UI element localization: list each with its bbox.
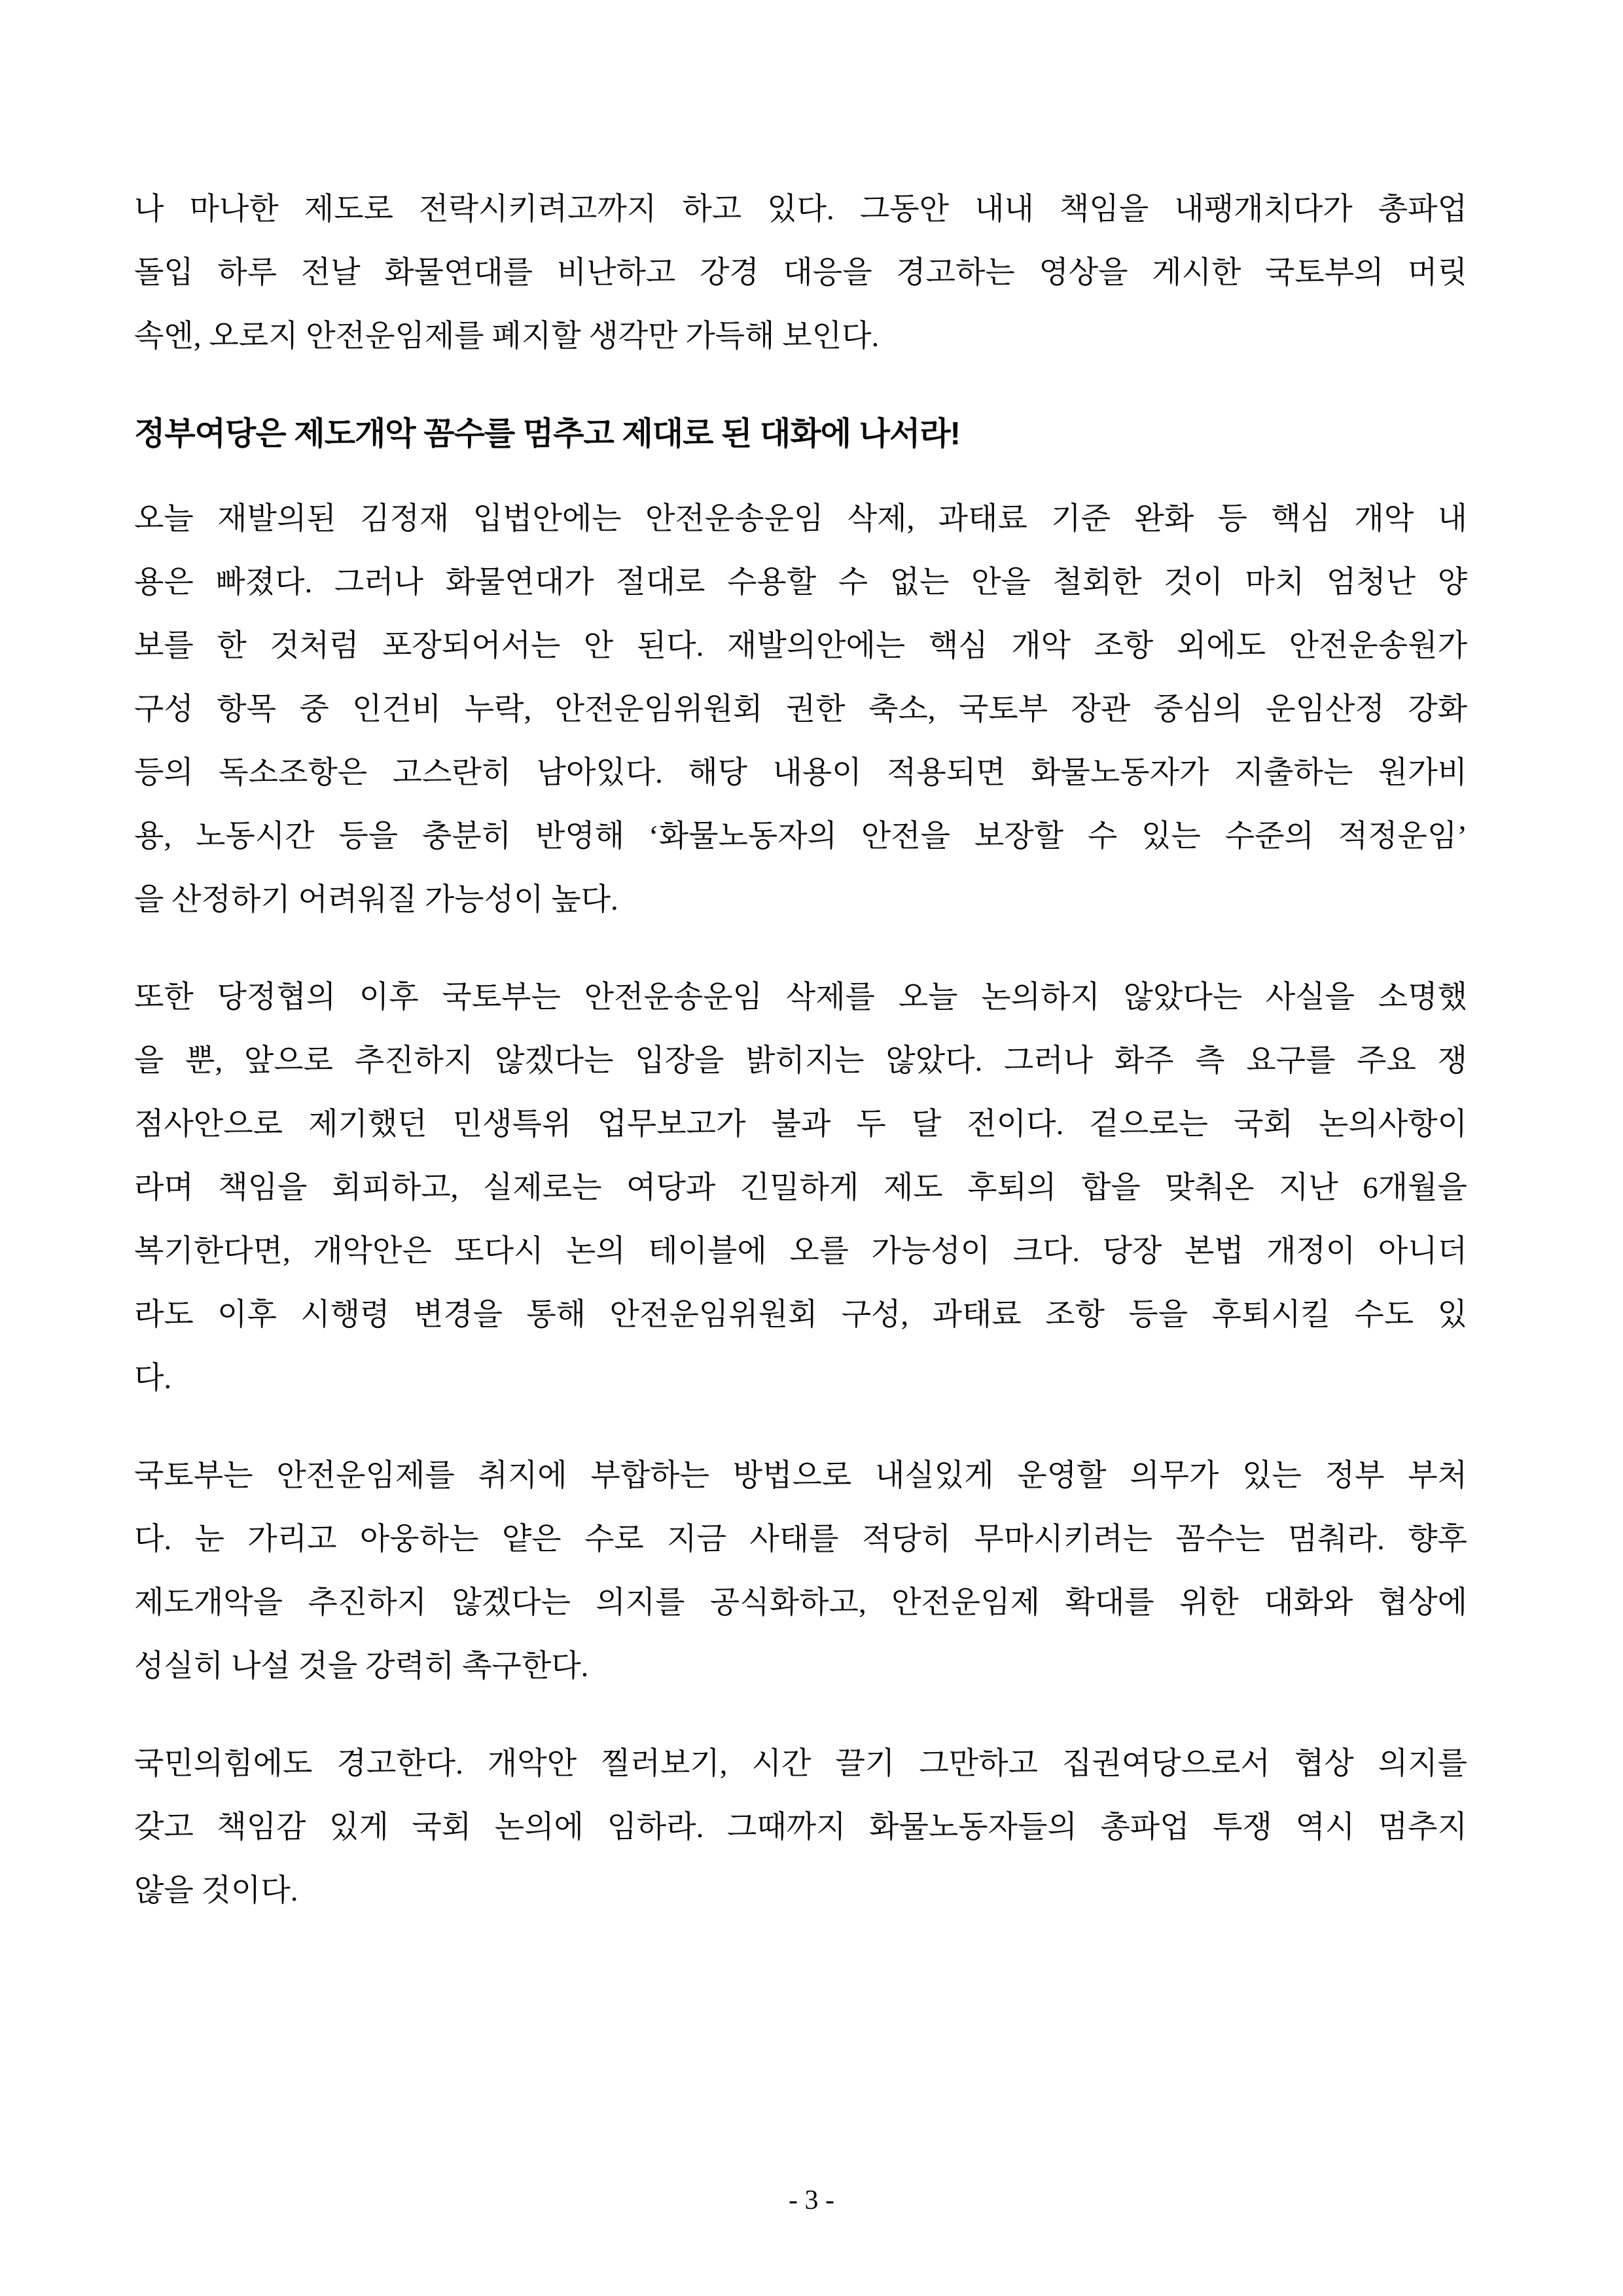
section-heading: 정부여당은 제도개악 꼼수를 멈추고 제대로 된 대화에 나서라!	[134, 416, 960, 452]
text-line: 다. 눈 가리고 아웅하는 얕은 수로 지금 사태를 적당히 무마시키려는 꼼수는 멈춰라. 향후	[134, 1522, 1467, 1556]
text-line: 제도개악을 추진하지 않겠다는 의지를 공식화하고, 안전운임제 확대를 위한 대화와 협상에	[134, 1586, 1467, 1620]
text-line: 오늘 재발의된 김정재 입법안에는 안전운송운임 삭제, 과태료 기준 완화 등 핵심 개악 내	[134, 502, 1467, 536]
text-line: 등의 독소조항은 고스란히 남아있다. 해당 내용이 적용되면 화물노동자가 지출하는 원가비	[134, 756, 1467, 790]
text-line: 라도 이후 시행령 변경을 통해 안전운임위원회 구성, 과태료 조항 등을 후퇴시킬 수도 있	[134, 1298, 1467, 1332]
text-line: 복기한다면, 개악안은 또다시 논의 테이블에 오를 가능성이 크다. 당장 본법 개정이 아니더	[134, 1234, 1467, 1268]
text-line: 국민의힘에도 경고한다. 개악안 찔러보기, 시간 끌기 그만하고 집권여당으로서 협상 의지를	[134, 1747, 1467, 1781]
text-line: 갖고 책임감 있게 국회 논의에 임하라. 그때까지 화물노동자들의 총파업 투쟁 역시 멈추지	[134, 1810, 1467, 1844]
text-line: 속엔, 오로지 안전운임제를 폐지할 생각만 가득해 보인다.	[134, 319, 880, 353]
paragraph-2	[134, 966, 1467, 1410]
text-line: 구성 항목 중 인건비 누락, 안전운임위원회 권한 축소, 국토부 장관 중심의 운임산정 강화	[134, 692, 1467, 726]
page-number: - 3 -	[789, 2185, 834, 2215]
text-line: 라며 책임을 회피하고, 실제로는 여당과 긴밀하게 제도 후퇴의 합을 맞춰온 지난 6개월을	[134, 1171, 1467, 1205]
text-line: 돌입 하루 전날 화물연대를 비난하고 강경 대응을 경고하는 영상을 게시한 국토부의 머릿	[134, 256, 1467, 290]
text-line: 보를 한 것처럼 포장되어서는 안 된다. 재발의안에는 핵심 개악 조항 외에도 안전운송원가	[134, 629, 1467, 663]
text-line: 않을 것이다.	[134, 1874, 298, 1908]
paragraph-3	[134, 1444, 1467, 1698]
text-line: 을 산정하기 어려워질 가능성이 높다.	[134, 883, 618, 917]
text-line: 을 뿐, 앞으로 추진하지 않겠다는 입장을 밝히지는 않았다. 그러나 화주 측 요구를 주요 쟁	[134, 1044, 1467, 1078]
text-line: 용은 빠졌다. 그러나 화물연대가 절대로 수용할 수 없는 안을 철회한 것이 마치 엄청난 양	[134, 565, 1467, 600]
text-line: 성실히 나설 것을 강력히 촉구한다.	[134, 1649, 589, 1683]
text-line: 용, 노동시간 등을 충분히 반영해 ‘화물노동자의 안전을 보장할 수 있는 수준의 적정운임’	[134, 819, 1467, 853]
paragraph-1	[134, 488, 1467, 932]
text-line: 다.	[134, 1361, 172, 1395]
text-line: 점사안으로 제기했던 민생특위 업무보고가 불과 두 달 전이다. 겉으로는 국회 논의사항이	[134, 1107, 1467, 1141]
text-line: 국토부는 안전운임제를 취지에 부합하는 방법으로 내실있게 운영할 의무가 있는 정부 부처	[134, 1459, 1467, 1493]
intro-paragraph	[134, 178, 1467, 368]
paragraph-4	[134, 1732, 1467, 1923]
text-line: 나 마나한 제도로 전락시키려고까지 하고 있다. 그동안 내내 책임을 내팽개치다가 총파업	[134, 192, 1467, 226]
text-line: 또한 당정협의 이후 국토부는 안전운송운임 삭제를 오늘 논의하지 않았다는 사실을 소명했	[134, 980, 1467, 1014]
